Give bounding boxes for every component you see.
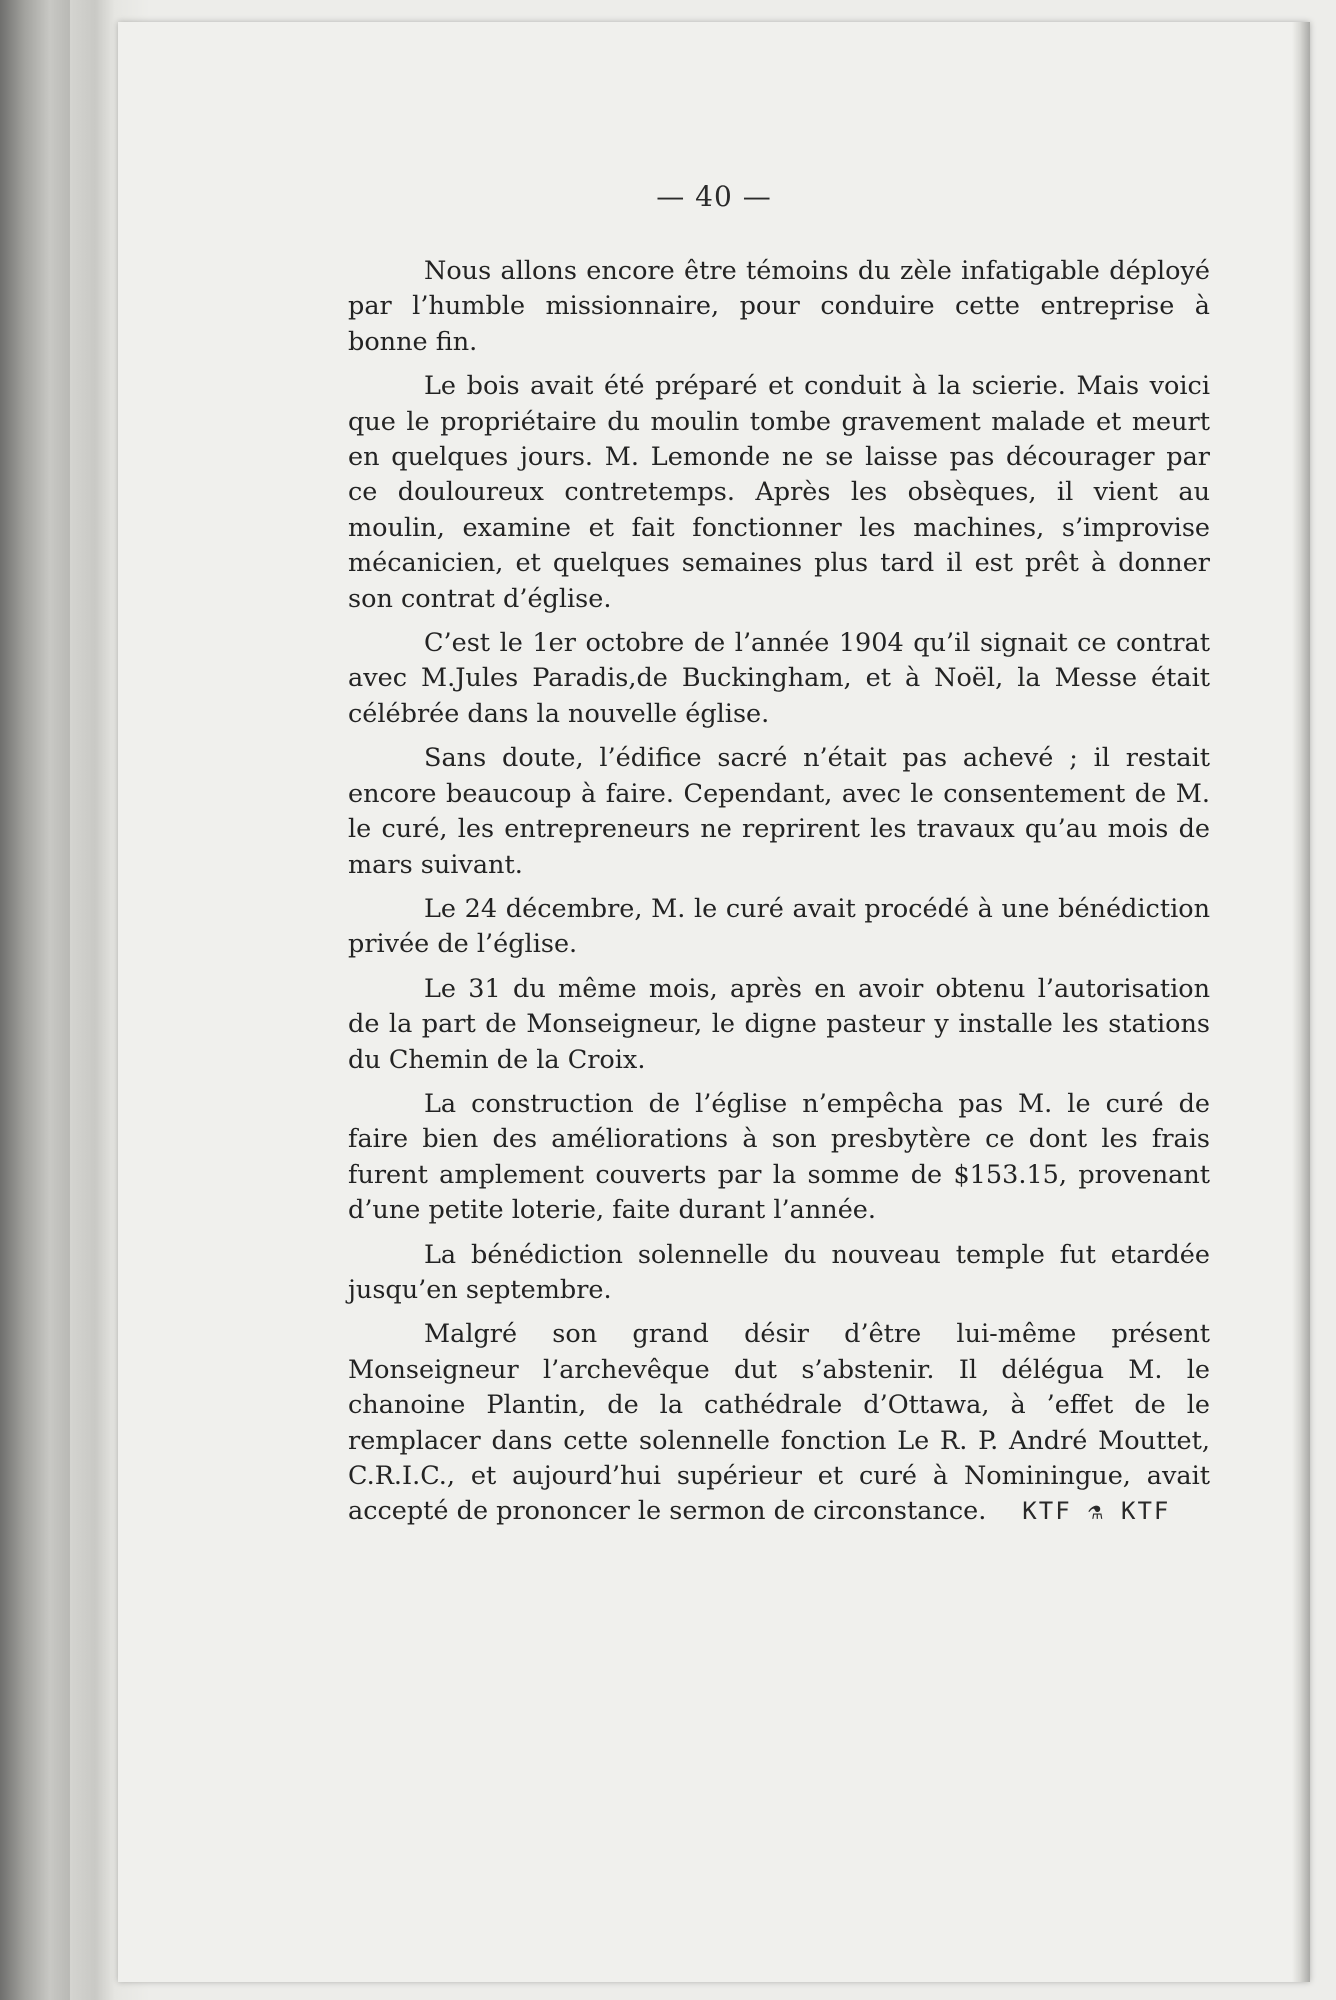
printer-stamp: KTF ⚗ KTF: [1022, 1497, 1171, 1526]
body-text: [348, 254, 1210, 1530]
paragraph-8: La bénédiction solennelle du nouveau temple fut etardée jusqu’en septembre.: [348, 1239, 1210, 1305]
book-page: [118, 22, 1310, 1982]
paragraph-5: Le 24 décembre, M. le curé avait procédé à une bénédiction privée de l’église.: [348, 893, 1210, 960]
paragraph-4: Sans doute, l’édifice sacré n’était pas achevé ; il restait encore beaucoup à faire. Cependant, avec le consentement de M. le curé, les entrepreneurs ne reprirent les travaux qu’au mois de mars suivant.: [348, 743, 1210, 880]
paragraph-6: Le 31 du même mois, après en avoir obtenu l’autorisation de la part de Monseigneur, le digne pasteur y installe les stations du Chemin de la Croix.: [348, 973, 1210, 1075]
paragraph-3: C’est le 1er octobre de l’année 1904 qu’il signait ce contrat avec M.Jules Paradis,de Buckingham, et à Noël, la Messe était célébrée dans la nouvelle église.: [348, 628, 1210, 729]
paragraph-1: Nous allons encore être témoins du zèle infatigable déployé par l’humble missionnaire, pour conduire cette entreprise à bonne fin.: [348, 256, 1210, 357]
book-binding-edge: [0, 0, 70, 2000]
paragraph-7: La construction de l’église n’empêcha pas M. le curé de faire bien des améliorations à son presbytère ce dont les frais furent amplement couverts par la somme de $153.15, provenant d’une petite loterie, faite durant l’année.: [348, 1088, 1210, 1226]
paragraph-2: Le bois avait été préparé et conduit à la scierie. Mais voici que le propriétaire du moulin tombe gravement malade et meurt en quelques jours. M. Lemonde ne se laisse pas décourager par ce douloureux contretemps. Après les obsèques, il vient au moulin, examine et fait fonctionner les machines, s’improvise mécanicien, et quelques semaines plus tard il est prêt à donner son contrat d’église.: [348, 371, 1210, 614]
page-number: — 40 —: [656, 180, 772, 213]
page-edge-shadow: [1292, 22, 1310, 1982]
paragraph-9-text: Malgré son grand désir d’être lui-même présent Monseigneur l’archevêque dut s’abstenir. Il délégua M. le chanoine Plantin, de la cathédrale d’Ottawa, à ’effet de le remplacer dans cette solennelle fonction Le R. P. André Mouttet, C.R.I.C., et aujourd’hui supérieur et curé à Nominingue, avait accepté de prononcer le sermon de circonstance.: [348, 1319, 1210, 1527]
paragraph-9: [348, 1317, 1210, 1529]
